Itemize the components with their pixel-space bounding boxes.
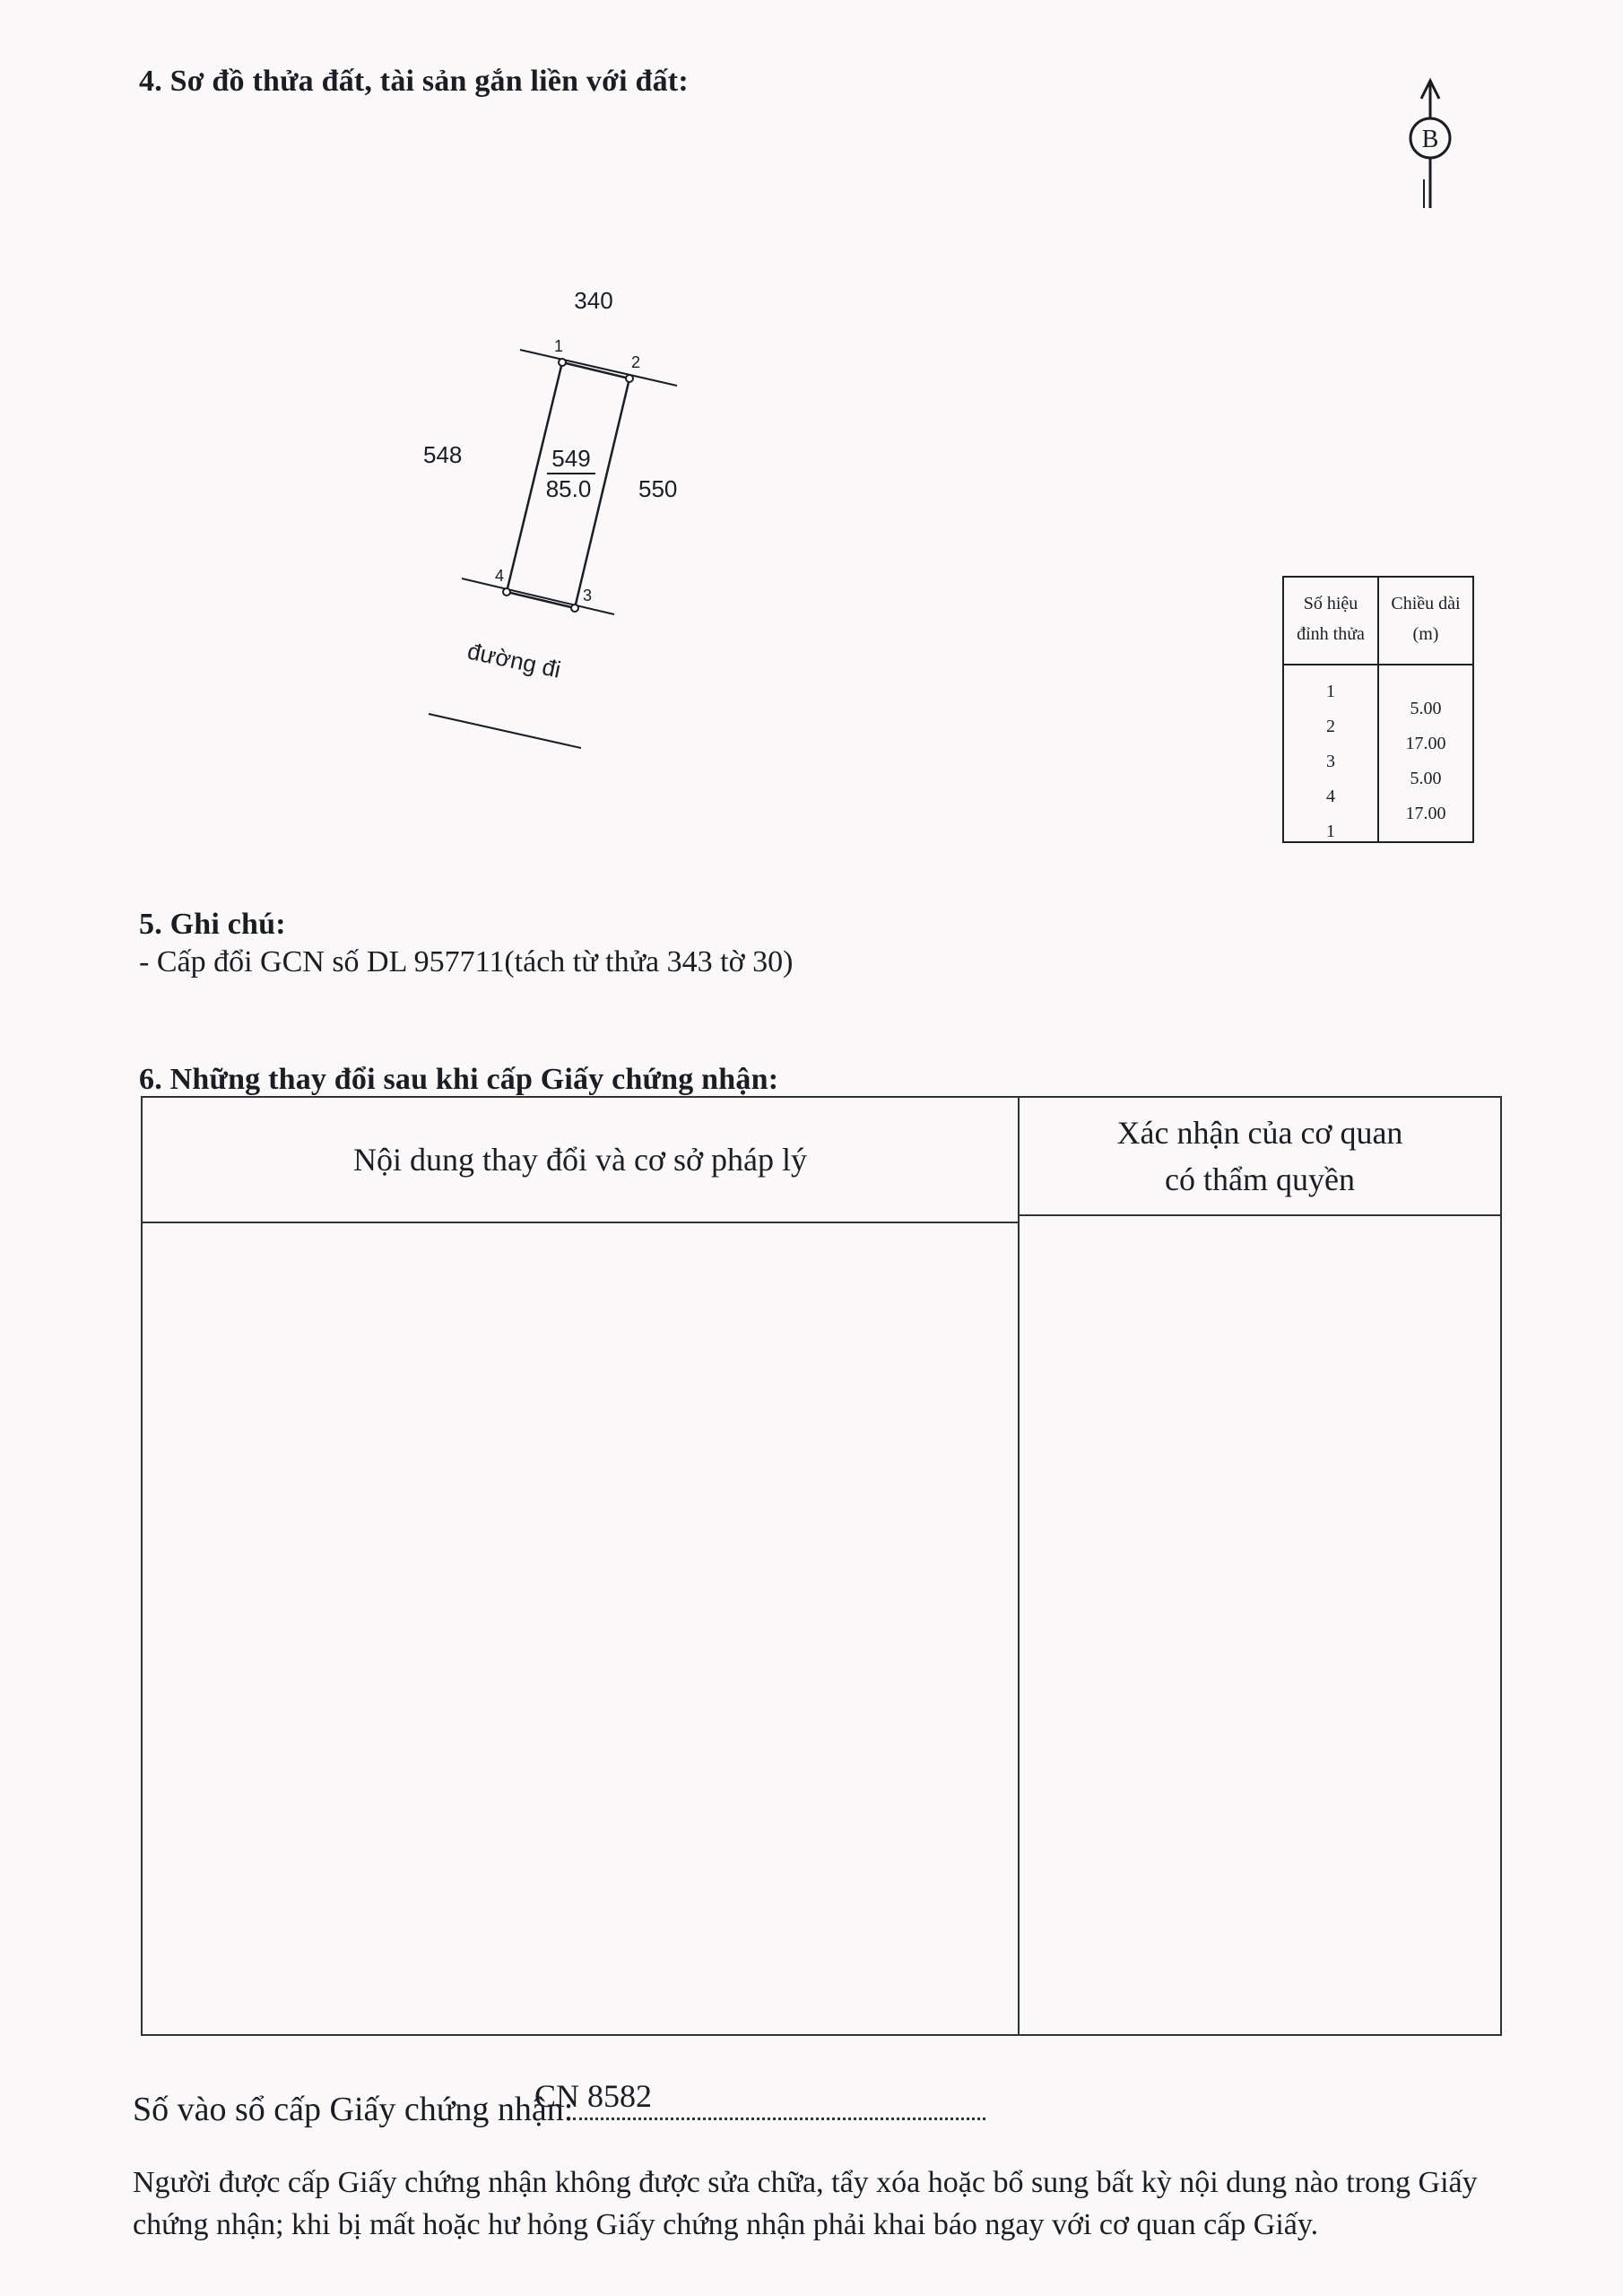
register-label: Số vào sổ cấp Giấy chứng nhận: [133, 2091, 574, 2128]
vertex-column-header [1284, 578, 1377, 665]
vertex-point [626, 375, 633, 382]
vertex-point [503, 588, 510, 596]
header-text: Số hiệu [1303, 594, 1358, 613]
changes-confirm-header [1020, 1098, 1500, 1216]
length-cell: 5.00 [1410, 699, 1442, 718]
length-cell: 5.00 [1410, 769, 1442, 788]
changes-content-column [143, 1098, 1020, 2034]
vertex-cell: 1 [1326, 822, 1335, 841]
north-arrow-icon [1394, 74, 1466, 217]
neighbor-west-label: 548 [423, 441, 463, 468]
length-column-header [1379, 578, 1472, 665]
header-text: (m) [1412, 624, 1439, 644]
vertex-label: 3 [583, 587, 593, 604]
vertex-label: 4 [495, 567, 505, 585]
north-label: B [1421, 126, 1439, 153]
section-5-title: 5. Ghi chú: [139, 908, 286, 941]
length-cell: 17.00 [1405, 734, 1446, 753]
north-boundary-line [520, 350, 677, 386]
vertex-cell: 4 [1326, 787, 1335, 806]
header-text: đỉnh thửa [1297, 624, 1365, 644]
vertex-label: 1 [554, 337, 564, 355]
parcel-plan-diagram [421, 278, 717, 762]
register-number: CN 8582 [534, 2078, 653, 2114]
length-cell: 17.00 [1405, 804, 1446, 823]
header-text: Chiều dài [1391, 594, 1461, 613]
header-text: Xác nhận của cơ quan [1116, 1115, 1403, 1151]
footer-note: Người được cấp Giấy chứng nhận không được sửa chữa, tẩy xóa hoặc bổ sung bất kỳ nội dung nào trong Giấy chứng nhận; khi bị mất hoặc hư hỏng Giấy chứng nhận phải khai báo ngay với cơ quan cấp Giấy. [133, 2166, 1478, 2241]
parcel-area: 85.0 [545, 475, 592, 502]
section-4-title: 4. Sơ đồ thửa đất, tài sản gắn liền với đất: [139, 65, 689, 98]
section-5-note: - Cấp đổi GCN số DL 957711(tách từ thửa 343 tờ 30) [139, 945, 794, 978]
vertex-point [571, 604, 578, 612]
changes-confirm-column [1020, 1098, 1500, 2034]
header-text: có thẩm quyền [1165, 1161, 1355, 1197]
vertex-point [559, 359, 566, 366]
road-label: đường đi [464, 637, 563, 683]
vertex-cell: 1 [1326, 682, 1335, 701]
vertex-cell: 3 [1326, 752, 1335, 771]
vertex-label: 2 [631, 353, 641, 371]
vertex-column [1284, 578, 1379, 841]
neighbor-north-label: 340 [574, 287, 613, 314]
vertex-cell: 2 [1326, 717, 1335, 736]
changes-content-header: Nội dung thay đổi và cơ sở pháp lý [143, 1098, 1018, 1223]
parcel-number: 549 [551, 445, 591, 472]
section-6-title: 6. Những thay đổi sau khi cấp Giấy chứng nhận: [139, 1063, 779, 1096]
length-column [1379, 578, 1472, 841]
neighbor-east-label: 550 [638, 475, 678, 502]
vertex-length-table [1282, 576, 1474, 843]
changes-table [141, 1096, 1502, 2036]
road-line [429, 714, 581, 748]
